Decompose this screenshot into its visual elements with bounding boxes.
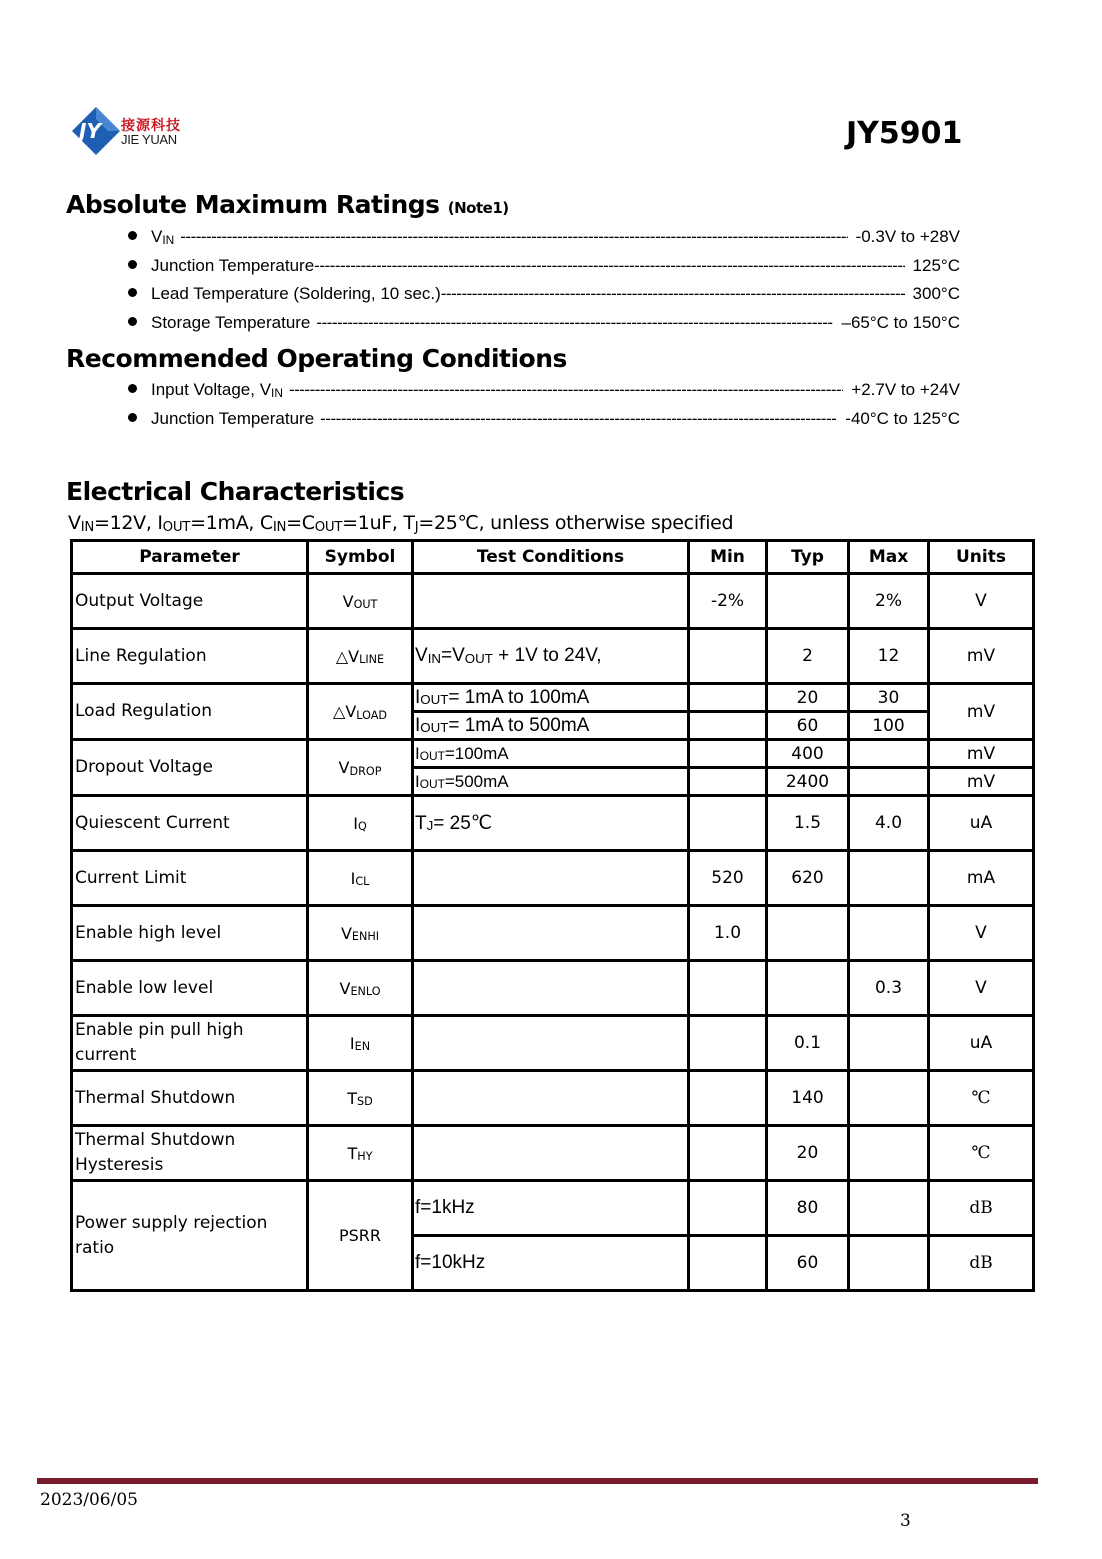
bullet-icon (128, 231, 137, 240)
min-cell (689, 1126, 767, 1181)
unit-cell: dB (929, 1181, 1034, 1236)
unit-cell: mV (929, 768, 1034, 796)
unit-cell: uA (929, 796, 1034, 851)
max-cell: 100 (849, 712, 929, 740)
unit-cell: V (929, 961, 1034, 1016)
typ-cell: 60 (767, 1236, 849, 1291)
param-cell: Enable pin pull high current (72, 1016, 308, 1071)
bullet-icon (128, 288, 137, 297)
test-cond-cell (413, 1071, 689, 1126)
rating-value: -0.3V to +28V (855, 227, 960, 246)
max-cell (849, 851, 929, 906)
unit-cell: V (929, 574, 1034, 629)
list-item (128, 284, 960, 313)
test-cond-cell: VIN=VOUT + 1V to 24V, (413, 629, 689, 684)
logo-chinese-name: 接源科技 (121, 117, 181, 133)
symbol-cell: PSRR (308, 1181, 413, 1291)
typ-cell: 620 (767, 851, 849, 906)
unit-cell: uA (929, 1016, 1034, 1071)
typ-cell: 60 (767, 712, 849, 740)
list-item (128, 227, 960, 256)
test-cond-cell: TJ= 25℃ (413, 796, 689, 851)
symbol-cell: VENHI (308, 906, 413, 961)
max-cell (849, 768, 929, 796)
header-units: Units (929, 541, 1034, 574)
symbol-cell: △VLOAD (308, 684, 413, 740)
test-cond-cell (413, 906, 689, 961)
unit-cell: ℃ (929, 1126, 1034, 1181)
unit-cell: mV (929, 740, 1034, 768)
test-cond-cell: IOUT= 1mA to 500mA (413, 712, 689, 740)
test-cond-cell (413, 1126, 689, 1181)
test-cond-cell (413, 851, 689, 906)
test-cond-cell: f=10kHz (413, 1236, 689, 1291)
typ-cell: 80 (767, 1181, 849, 1236)
header-parameter: Parameter (72, 541, 308, 574)
abs-max-list (128, 227, 960, 341)
symbol-cell: VENLO (308, 961, 413, 1016)
condition-label: Junction Temperature (151, 408, 315, 428)
leader-dashes (314, 256, 904, 276)
header-typ: Typ (767, 541, 849, 574)
test-cond-cell: f=1kHz (413, 1181, 689, 1236)
param-cell: Enable low level (72, 961, 308, 1016)
leader-dashes (289, 380, 843, 400)
max-cell: 4.0 (849, 796, 929, 851)
rating-label: Junction Temperature (151, 255, 315, 275)
abs-max-title: Absolute Maximum Ratings (66, 190, 440, 219)
typ-cell: 0.1 (767, 1016, 849, 1071)
typ-cell: 20 (767, 684, 849, 712)
symbol-cell: IQ (308, 796, 413, 851)
header-test-conditions: Test Conditions (413, 541, 689, 574)
abs-max-heading (66, 190, 509, 219)
min-cell (689, 740, 767, 768)
max-cell: 2% (849, 574, 929, 629)
min-cell: 520 (689, 851, 767, 906)
footer-date: 2023/06/05 (40, 1490, 138, 1510)
rating-value: 300°C (912, 284, 960, 303)
param-cell: Load Regulation (72, 684, 308, 740)
table-row (72, 1071, 1034, 1126)
bullet-icon (128, 384, 137, 393)
max-cell (849, 740, 929, 768)
symbol-cell: IEN (308, 1016, 413, 1071)
min-cell (689, 1236, 767, 1291)
logo-english-name: JIE YUAN (121, 132, 177, 147)
table-header-row (72, 541, 1034, 574)
param-cell: Power supply rejection ratio (72, 1181, 308, 1291)
unit-cell: ℃ (929, 1071, 1034, 1126)
electrical-characteristics-table (70, 539, 1035, 1292)
condition-value: +2.7V to +24V (851, 380, 960, 399)
test-cond-cell: IOUT=100mA (413, 740, 689, 768)
list-item (128, 256, 960, 285)
max-cell (849, 1236, 929, 1291)
list-item (128, 313, 960, 342)
footer-rule (37, 1478, 1038, 1484)
list-item (128, 380, 960, 409)
param-cell: Quiescent Current (72, 796, 308, 851)
rating-label: Lead Temperature (Soldering, 10 sec.) (151, 284, 441, 303)
min-cell (689, 629, 767, 684)
min-cell (689, 1071, 767, 1126)
min-cell (689, 796, 767, 851)
param-cell: Thermal Shutdown Hysteresis (72, 1126, 308, 1181)
table-row (72, 1016, 1034, 1071)
max-cell: 0.3 (849, 961, 929, 1016)
test-cond-cell: IOUT= 1mA to 100mA (413, 684, 689, 712)
header-min: Min (689, 541, 767, 574)
test-cond-cell (413, 961, 689, 1016)
symbol-cell: VOUT (308, 574, 413, 629)
rating-value: 125°C (912, 255, 960, 275)
table-row (72, 961, 1034, 1016)
table-row (72, 906, 1034, 961)
test-cond-cell (413, 574, 689, 629)
test-conditions-line: VIN=12V, IOUT=1mA, CIN=COUT=1uF, TJ=25℃, unless otherwise specified (68, 512, 734, 535)
max-cell: 12 (849, 629, 929, 684)
part-number: JY5901 (846, 116, 963, 151)
unit-cell: dB (929, 1236, 1034, 1291)
typ-cell: 140 (767, 1071, 849, 1126)
unit-cell: mA (929, 851, 1034, 906)
leader-dashes (320, 409, 837, 429)
leader-dashes (441, 284, 905, 304)
symbol-cell: THY (308, 1126, 413, 1181)
table-row (72, 1181, 1034, 1236)
min-cell (689, 684, 767, 712)
param-cell: Dropout Voltage (72, 740, 308, 796)
bullet-icon (128, 260, 137, 269)
symbol-cell: △VLINE (308, 629, 413, 684)
typ-cell: 1.5 (767, 796, 849, 851)
rec-op-title: Recommended Operating Conditions (66, 344, 567, 373)
leader-dashes (180, 227, 847, 247)
unit-cell: V (929, 906, 1034, 961)
test-cond-cell: IOUT=500mA (413, 768, 689, 796)
min-cell (689, 961, 767, 1016)
condition-label: Input Voltage, VIN (151, 380, 283, 400)
table-row (72, 851, 1034, 906)
unit-cell: mV (929, 629, 1034, 684)
max-cell (849, 1181, 929, 1236)
param-cell: Enable high level (72, 906, 308, 961)
abs-max-note: (Note1) (447, 199, 509, 217)
max-cell (849, 1071, 929, 1126)
bullet-icon (128, 413, 137, 422)
rating-label: VIN (151, 227, 175, 247)
table-row (72, 684, 1034, 712)
unit-cell: mV (929, 684, 1034, 740)
table-row (72, 574, 1034, 629)
symbol-cell: TSD (308, 1071, 413, 1126)
max-cell: 30 (849, 684, 929, 712)
min-cell (689, 1181, 767, 1236)
logo-mark: JY (79, 119, 101, 143)
min-cell (689, 712, 767, 740)
bullet-icon (128, 317, 137, 326)
min-cell: -2% (689, 574, 767, 629)
min-cell (689, 768, 767, 796)
table-row (72, 796, 1034, 851)
typ-cell: 400 (767, 740, 849, 768)
table-row (72, 1126, 1034, 1181)
list-item (128, 409, 960, 438)
table-row (72, 629, 1034, 684)
header-symbol: Symbol (308, 541, 413, 574)
rec-op-list (128, 380, 960, 437)
param-cell: Thermal Shutdown (72, 1071, 308, 1126)
param-cell: Current Limit (72, 851, 308, 906)
symbol-cell: ICL (308, 851, 413, 906)
rating-label: Storage Temperature (151, 312, 311, 332)
elec-title: Electrical Characteristics (66, 477, 405, 506)
typ-cell: 2400 (767, 768, 849, 796)
max-cell (849, 1016, 929, 1071)
header-max: Max (849, 541, 929, 574)
param-cell: Line Regulation (72, 629, 308, 684)
test-cond-cell (413, 1016, 689, 1071)
page-number: 3 (900, 1511, 911, 1531)
typ-cell: 20 (767, 1126, 849, 1181)
table-row (72, 740, 1034, 768)
leader-dashes (316, 313, 833, 333)
min-cell: 1.0 (689, 906, 767, 961)
typ-cell (767, 906, 849, 961)
typ-cell (767, 961, 849, 1016)
condition-value: -40°C to 125°C (845, 408, 960, 428)
typ-cell: 2 (767, 629, 849, 684)
param-cell: Output Voltage (72, 574, 308, 629)
symbol-cell: VDROP (308, 740, 413, 796)
min-cell (689, 1016, 767, 1071)
max-cell (849, 1126, 929, 1181)
rating-value: –65°C to 150°C (841, 312, 960, 332)
typ-cell (767, 574, 849, 629)
max-cell (849, 906, 929, 961)
